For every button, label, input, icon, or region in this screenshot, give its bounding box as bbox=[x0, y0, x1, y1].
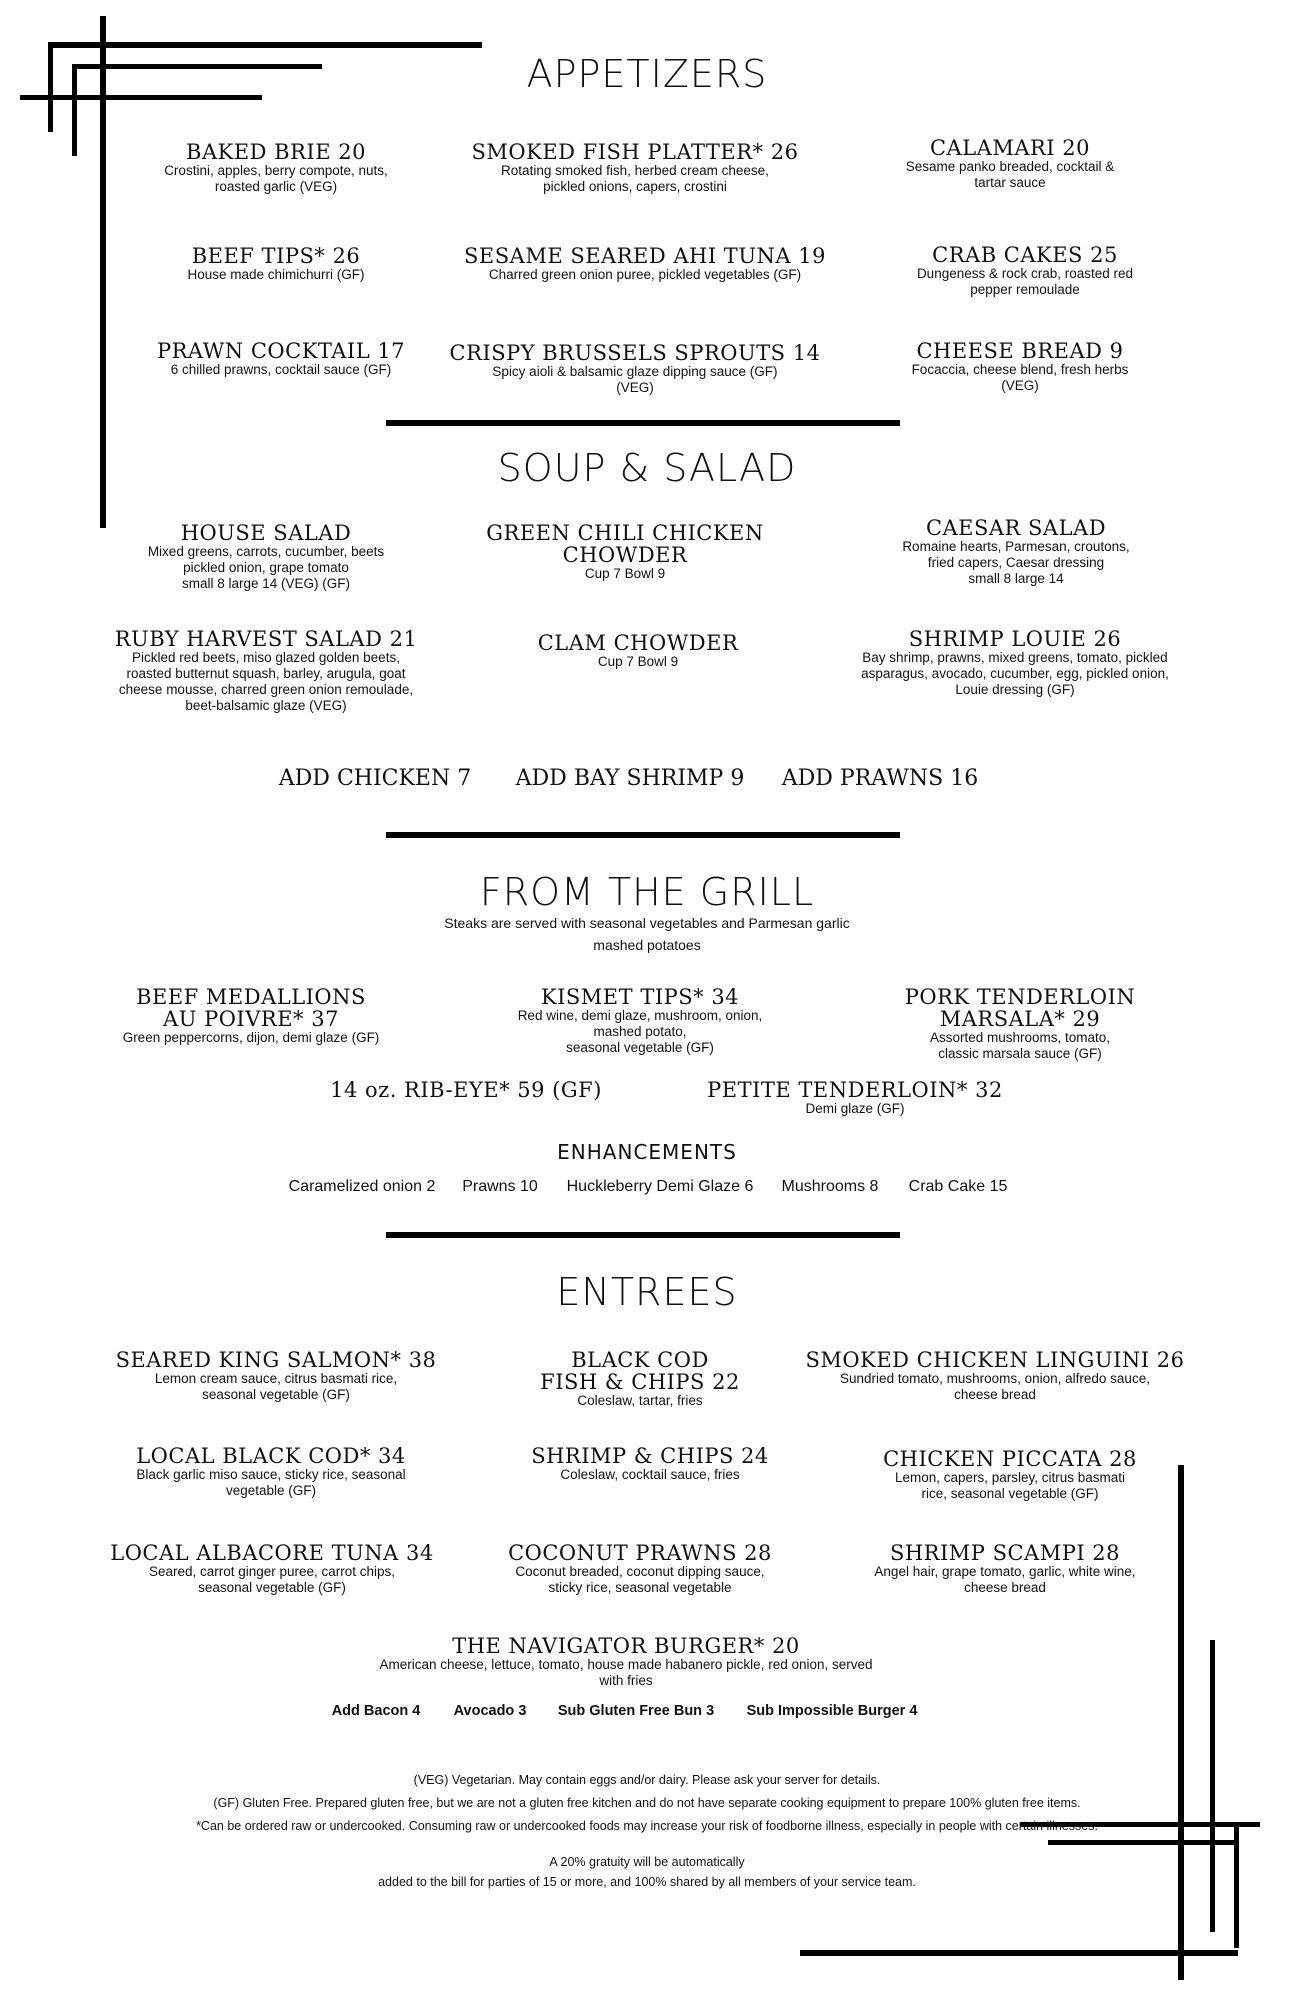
burger-add-item: Add Bacon 4 bbox=[331, 1703, 421, 1719]
item-desc: Crostini, apples, berry compote, nuts, roasted garlic (VEG) bbox=[164, 163, 388, 194]
menu-item bbox=[440, 245, 850, 283]
menu-item bbox=[866, 517, 1166, 587]
item-name: RUBY HARVEST SALAD 21 bbox=[114, 627, 418, 651]
item-name: BLACK COD FISH & CHIPS 22 bbox=[540, 1348, 740, 1394]
menu-item bbox=[106, 522, 426, 592]
section-divider bbox=[386, 1232, 900, 1238]
item-name: BEEF MEDALLIONS AU POIVRE* 37 bbox=[136, 985, 366, 1031]
item-desc: Lemon cream sauce, citrus basmati rice, seasonal vegetable (GF) bbox=[154, 1371, 398, 1402]
item-desc: Bay shrimp, prawns, mixed greens, tomato, pickled asparagus, avocado, cucumber, egg, pickled onion, Louie dressing (GF) bbox=[861, 650, 1169, 697]
grill-title: FROM THE GRILL bbox=[479, 870, 815, 914]
item-desc: 6 chilled prawns, cocktail sauce (GF) bbox=[170, 362, 392, 377]
item-name: THE NAVIGATOR BURGER* 20 bbox=[452, 1634, 800, 1658]
menu-item bbox=[440, 342, 830, 396]
item-desc: Romaine hearts, Parmesan, croutons, fried capers, Caesar dressing small 8 large 14 bbox=[902, 539, 1130, 586]
item-name: LOCAL ALBACORE TUNA 34 bbox=[110, 1541, 434, 1565]
item-name: SESAME SEARED AHI TUNA 19 bbox=[464, 244, 826, 268]
menu-item bbox=[86, 628, 446, 714]
menu-item bbox=[880, 986, 1160, 1062]
enhancement-item: Crab Cake 15 bbox=[908, 1178, 1008, 1195]
gratuity-note-1: A 20% gratuity will be automatically bbox=[549, 1855, 745, 1869]
item-desc: Rotating smoked fish, herbed cream cheese, pickled onions, capers, crostini bbox=[501, 163, 769, 194]
corner-line-br-6 bbox=[800, 1950, 1238, 1956]
menu-item bbox=[690, 1079, 1020, 1117]
item-name: COCONUT PRAWNS 28 bbox=[508, 1541, 772, 1565]
gratuity-note-2: added to the bill for parties of 15 or more, and 100% shared by all members of your service team. bbox=[378, 1875, 916, 1889]
item-desc: Angel hair, grape tomato, garlic, white wine, cheese bread bbox=[874, 1564, 1136, 1595]
item-desc: House made chimichurri (GF) bbox=[187, 267, 365, 282]
item-name: SHRIMP LOUIE 26 bbox=[908, 627, 1122, 651]
item-desc: Coleslaw, tartar, fries bbox=[577, 1393, 703, 1408]
item-name: CHICKEN PICCATA 28 bbox=[883, 1447, 1137, 1471]
add-bay-shrimp: ADD BAY SHRIMP 9 bbox=[515, 766, 745, 791]
item-desc: Charred green onion puree, pickled vegetables (GF) bbox=[488, 267, 802, 282]
corner-line-tl-3 bbox=[48, 42, 482, 48]
menu-item bbox=[870, 244, 1180, 298]
item-desc: Pickled red beets, miso glazed golden beets, roasted butternut squash, barley, arugula, goat cheese mousse, charred green onion remoulade, beet-balsamic glaze (VEG) bbox=[118, 650, 414, 713]
item-desc: Coconut breaded, coconut dipping sauce, sticky rice, seasonal vegetable bbox=[515, 1564, 765, 1595]
menu-item bbox=[116, 141, 436, 195]
menu-item bbox=[316, 1079, 616, 1101]
item-desc: Lemon, capers, parsley, citrus basmati rice, seasonal vegetable (GF) bbox=[894, 1470, 1126, 1501]
item-name: SMOKED CHICKEN LINGUINI 26 bbox=[805, 1348, 1185, 1372]
item-desc: Demi glaze (GF) bbox=[805, 1101, 905, 1116]
burger-add-item: Avocado 3 bbox=[453, 1703, 527, 1719]
menu-item bbox=[480, 986, 800, 1056]
menu-item bbox=[830, 1542, 1180, 1596]
entrees-title: ENTREES bbox=[556, 1270, 738, 1314]
item-name: GREEN CHILI CHICKEN CHOWDER bbox=[486, 521, 764, 567]
enhancements-title: ENHANCEMENTS bbox=[557, 1140, 737, 1164]
enhancement-item: Mushrooms 8 bbox=[781, 1178, 879, 1195]
menu-item bbox=[830, 628, 1200, 698]
item-desc: Sesame panko breaded, cocktail & tartar sauce bbox=[905, 159, 1115, 190]
item-desc: Focaccia, cheese blend, fresh herbs (VEG) bbox=[911, 362, 1129, 393]
menu-item bbox=[860, 137, 1160, 191]
menu-item bbox=[106, 1445, 436, 1499]
menu-item bbox=[870, 340, 1170, 394]
item-desc: Cup 7 Bowl 9 bbox=[597, 654, 679, 669]
enhancement-item: Caramelized onion 2 bbox=[288, 1178, 436, 1195]
item-name: PETITE TENDERLOIN* 32 bbox=[707, 1078, 1003, 1102]
footnote-raw: *Can be ordered raw or undercooked. Consuming raw or undercooked foods may increase your risk of foodborne illness, especially in people with certain illnesses. bbox=[196, 1819, 1098, 1833]
item-name: HOUSE SALAD bbox=[180, 521, 352, 545]
item-desc: Assorted mushrooms, tomato, classic marsala sauce (GF) bbox=[929, 1030, 1111, 1061]
item-name: KISMET TIPS* 34 bbox=[540, 985, 740, 1009]
item-desc: Red wine, demi glaze, mushroom, onion, mashed potato, seasonal vegetable (GF) bbox=[517, 1008, 763, 1055]
item-name: BAKED BRIE 20 bbox=[186, 140, 366, 164]
menu-item bbox=[800, 1349, 1190, 1403]
footnote-veg: (VEG) Vegetarian. May contain eggs and/or dairy. Please ask your server for details. bbox=[413, 1773, 881, 1787]
item-desc: Dungeness & rock crab, roasted red pepper remoulade bbox=[916, 266, 1134, 297]
appetizers-title: APPETIZERS bbox=[526, 52, 768, 96]
menu-item bbox=[480, 1542, 800, 1596]
item-desc: Spicy aioli & balsamic glaze dipping sauce (GF) (VEG) bbox=[492, 364, 778, 395]
section-divider bbox=[386, 832, 900, 838]
item-name: SMOKED FISH PLATTER* 26 bbox=[471, 140, 799, 164]
item-desc: Mixed greens, carrots, cucumber, beets pickled onion, grape tomato small 8 large 14 (VEG) (GF) bbox=[147, 544, 385, 591]
menu-item bbox=[500, 1349, 780, 1409]
menu-item bbox=[106, 1349, 446, 1403]
item-desc: Black garlic miso sauce, sticky rice, seasonal vegetable (GF) bbox=[136, 1467, 406, 1498]
menu-item bbox=[316, 1635, 936, 1689]
menu-item bbox=[470, 522, 780, 582]
enhancement-item: Huckleberry Demi Glaze 6 bbox=[566, 1178, 754, 1195]
item-name: PORK TENDERLOIN MARSALA* 29 bbox=[904, 985, 1136, 1031]
grill-subtitle-2: mashed potatoes bbox=[593, 937, 701, 953]
menu-item bbox=[96, 986, 406, 1046]
item-name: PRAWN COCKTAIL 17 bbox=[156, 339, 406, 363]
item-name: SHRIMP & CHIPS 24 bbox=[531, 1444, 769, 1468]
menu-item bbox=[96, 1542, 448, 1596]
item-desc: Sundried tomato, mushrooms, onion, alfredo sauce, cheese bread bbox=[840, 1371, 1150, 1402]
item-name: SEARED KING SALMON* 38 bbox=[115, 1348, 437, 1372]
footnote-gf: (GF) Gluten Free. Prepared gluten free, but we are not a gluten free kitchen and do not have separate cooking equipment to prepare 100% gluten free items. bbox=[213, 1796, 1081, 1810]
item-name: CRISPY BRUSSELS SPROUTS 14 bbox=[449, 341, 821, 365]
menu-item bbox=[488, 632, 788, 670]
section-divider bbox=[386, 420, 900, 426]
grill-subtitle-1: Steaks are served with seasonal vegetables and Parmesan garlic bbox=[444, 915, 850, 931]
burger-add-item: Sub Gluten Free Bun 3 bbox=[557, 1703, 715, 1719]
menu-item bbox=[116, 245, 436, 283]
item-name: CLAM CHOWDER bbox=[537, 631, 739, 655]
menu-item bbox=[500, 1445, 800, 1483]
menu-item bbox=[440, 141, 830, 195]
enhancement-item: Prawns 10 bbox=[462, 1178, 538, 1195]
add-prawns: ADD PRAWNS 16 bbox=[781, 766, 979, 791]
item-desc: American cheese, lettuce, tomato, house made habanero pickle, red onion, served with fries bbox=[379, 1657, 873, 1688]
item-name: CALAMARI 20 bbox=[929, 136, 1091, 160]
item-desc: Green peppercorns, dijon, demi glaze (GF) bbox=[122, 1030, 380, 1045]
menu-item bbox=[116, 340, 446, 378]
add-chicken: ADD CHICKEN 7 bbox=[278, 766, 472, 791]
item-name: CHEESE BREAD 9 bbox=[916, 339, 1124, 363]
item-name: BEEF TIPS* 26 bbox=[191, 244, 361, 268]
item-desc: Seared, carrot ginger puree, carrot chips, seasonal vegetable (GF) bbox=[148, 1564, 396, 1595]
item-name: CRAB CAKES 25 bbox=[932, 243, 1118, 267]
corner-line-br-5 bbox=[1048, 1840, 1238, 1845]
soup-salad-title: SOUP & SALAD bbox=[497, 446, 797, 490]
item-name: LOCAL BLACK COD* 34 bbox=[136, 1444, 406, 1468]
item-desc: Cup 7 Bowl 9 bbox=[584, 566, 666, 581]
item-name: 14 oz. RIB-EYE* 59 (GF) bbox=[330, 1078, 602, 1102]
menu-item bbox=[850, 1448, 1170, 1502]
burger-add-item: Sub Impossible Burger 4 bbox=[746, 1703, 918, 1719]
item-name: SHRIMP SCAMPI 28 bbox=[889, 1541, 1121, 1565]
item-name: CAESAR SALAD bbox=[925, 516, 1107, 540]
item-desc: Coleslaw, cocktail sauce, fries bbox=[560, 1467, 740, 1482]
